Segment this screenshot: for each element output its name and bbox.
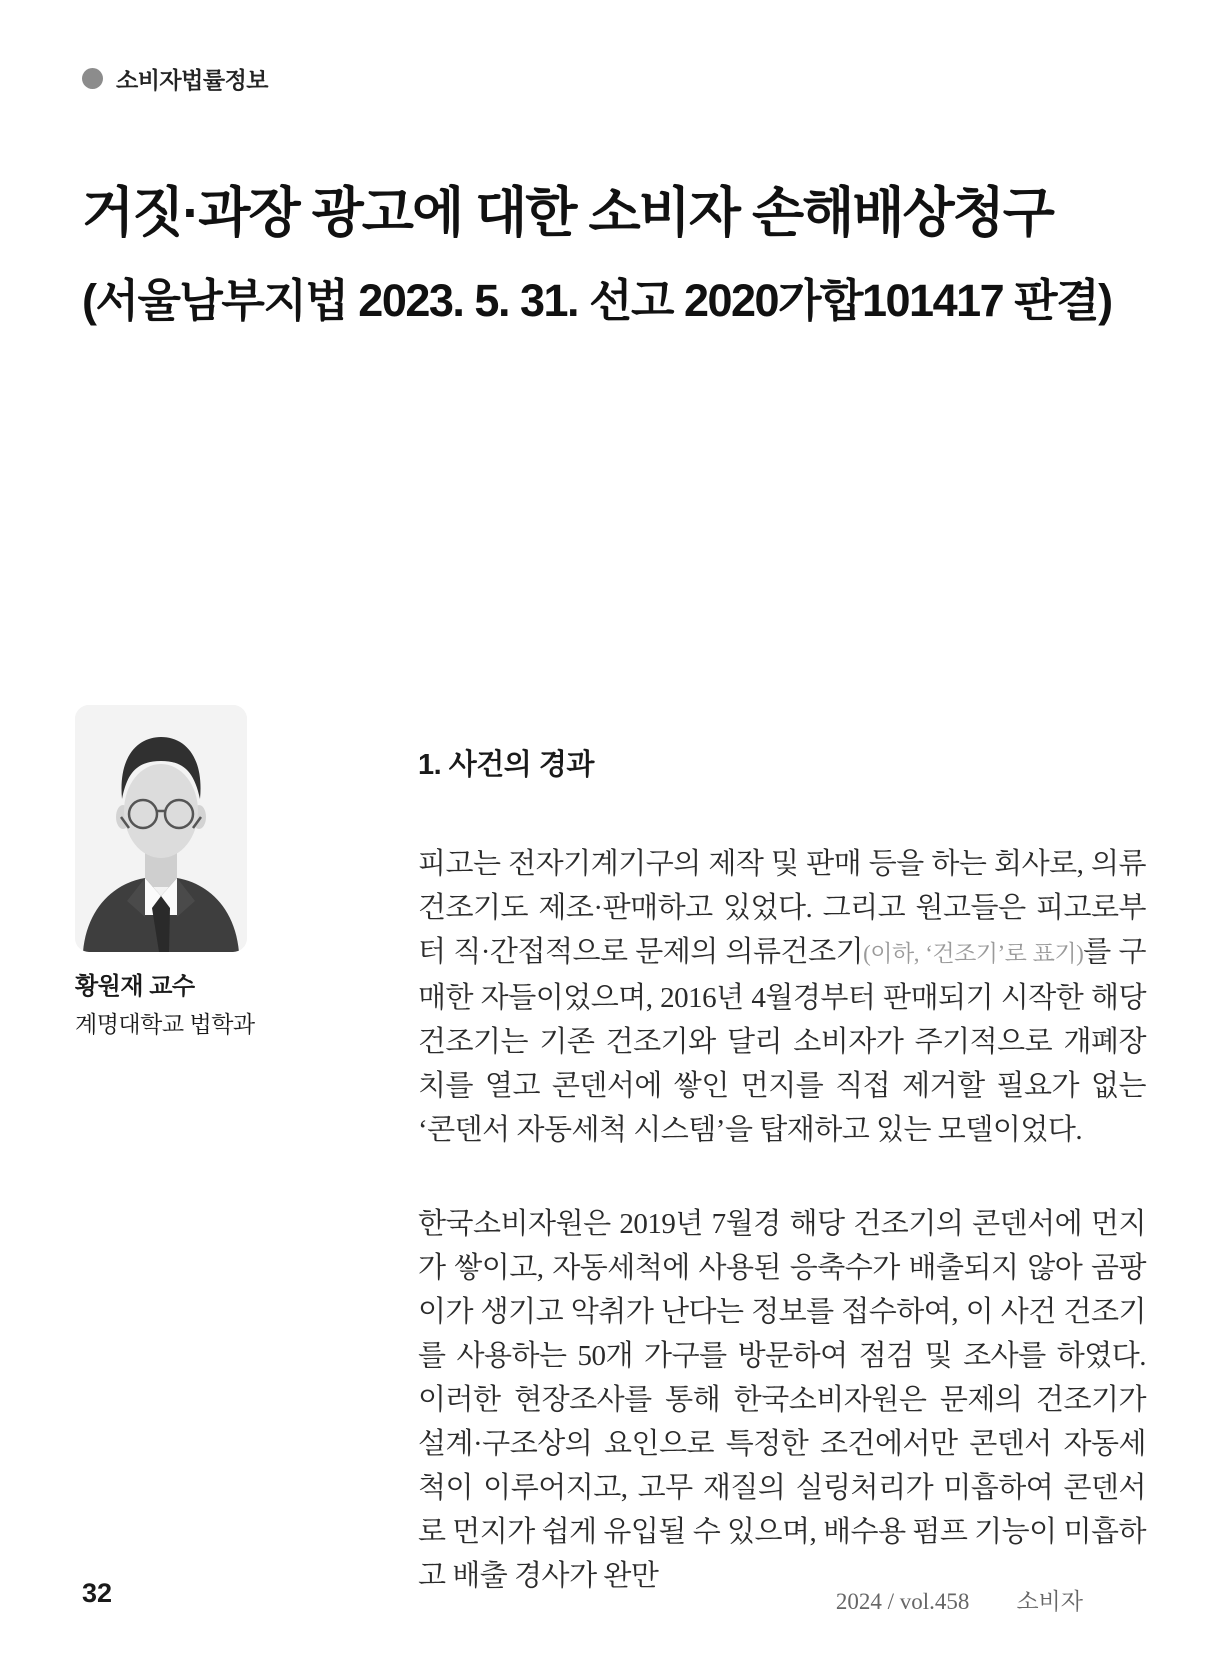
author-photo	[75, 705, 247, 952]
footer-magazine-name: 소비자	[1016, 1589, 1083, 1614]
paragraph-1-text-a: 피고는 전자기계기구의 제작 및 판매 등을 하는 회사로, 의류건조기도 제조·판매하고 있었다. 그리고 원고들은 피고로부터 직·간접적으로 문제의 의류건조기	[418, 848, 1146, 968]
author-affiliation: 계명대학교 법학과	[75, 1011, 255, 1037]
author-column	[75, 705, 275, 1039]
category-label-text: 소비자법률정보	[116, 67, 269, 93]
section-heading: 1. 사건의 경과	[418, 749, 594, 781]
category-label	[82, 62, 268, 95]
paragraph-1-text-b: 를 구매한 자들이었으며, 2016년 4월경부터 판매되기 시작한 해당 건조기는 기존 건조기와 달리 소비자가 주기적으로 개폐장치를 열고 콘덴서에 쌓인 먼지를 직접 제거할 필요가 없는 ‘콘덴서 자동세척 시스템’을 탑재하고 있는 모델이었다.	[418, 936, 1147, 1146]
paragraph-1-inline-note: (이하, ‘건조기’로 표기)	[863, 941, 1084, 966]
author-name: 황원재 교수	[75, 973, 195, 1000]
bullet-icon	[82, 68, 103, 89]
footer-page-number: 32	[82, 1578, 113, 1608]
paragraph-2: 한국소비자원은 2019년 7월경 해당 건조기의 콘덴서에 먼지가 쌓이고, 자동세척에 사용된 응축수가 배출되지 않아 곰팡이가 생기고 악취가 난다는 정보를 접수하여, 이 사건 건조기를 사용하는 50개 가구를 방문하여 점검 및 조사를 하였다. 이러한 현장조사를 통해 한국소비자원은 문제의 건조기가 설계·구조상의 요인으로 특정한 조건에서만 콘덴서 자동세척이 이루어지고, 고무 재질의 실링처리가 미흡하여 콘덴서로 먼지가 쉽게 유입될 수 있으며, 배수용 펌프 기능이 미흡하고 배출 경사가 완만	[418, 1208, 1146, 1592]
footer-issue: 2024 / vol.458	[835, 1589, 970, 1614]
page-subtitle: (서울남부지법 2023. 5. 31. 선고 2020가합101417 판결)	[82, 275, 1112, 326]
article-body	[418, 748, 1146, 1648]
paragraph-1	[418, 842, 1146, 1152]
page-title: 거짓·과장 광고에 대한 소비자 손해배상청구	[82, 183, 1053, 243]
footer-issue-info	[836, 1583, 1083, 1616]
